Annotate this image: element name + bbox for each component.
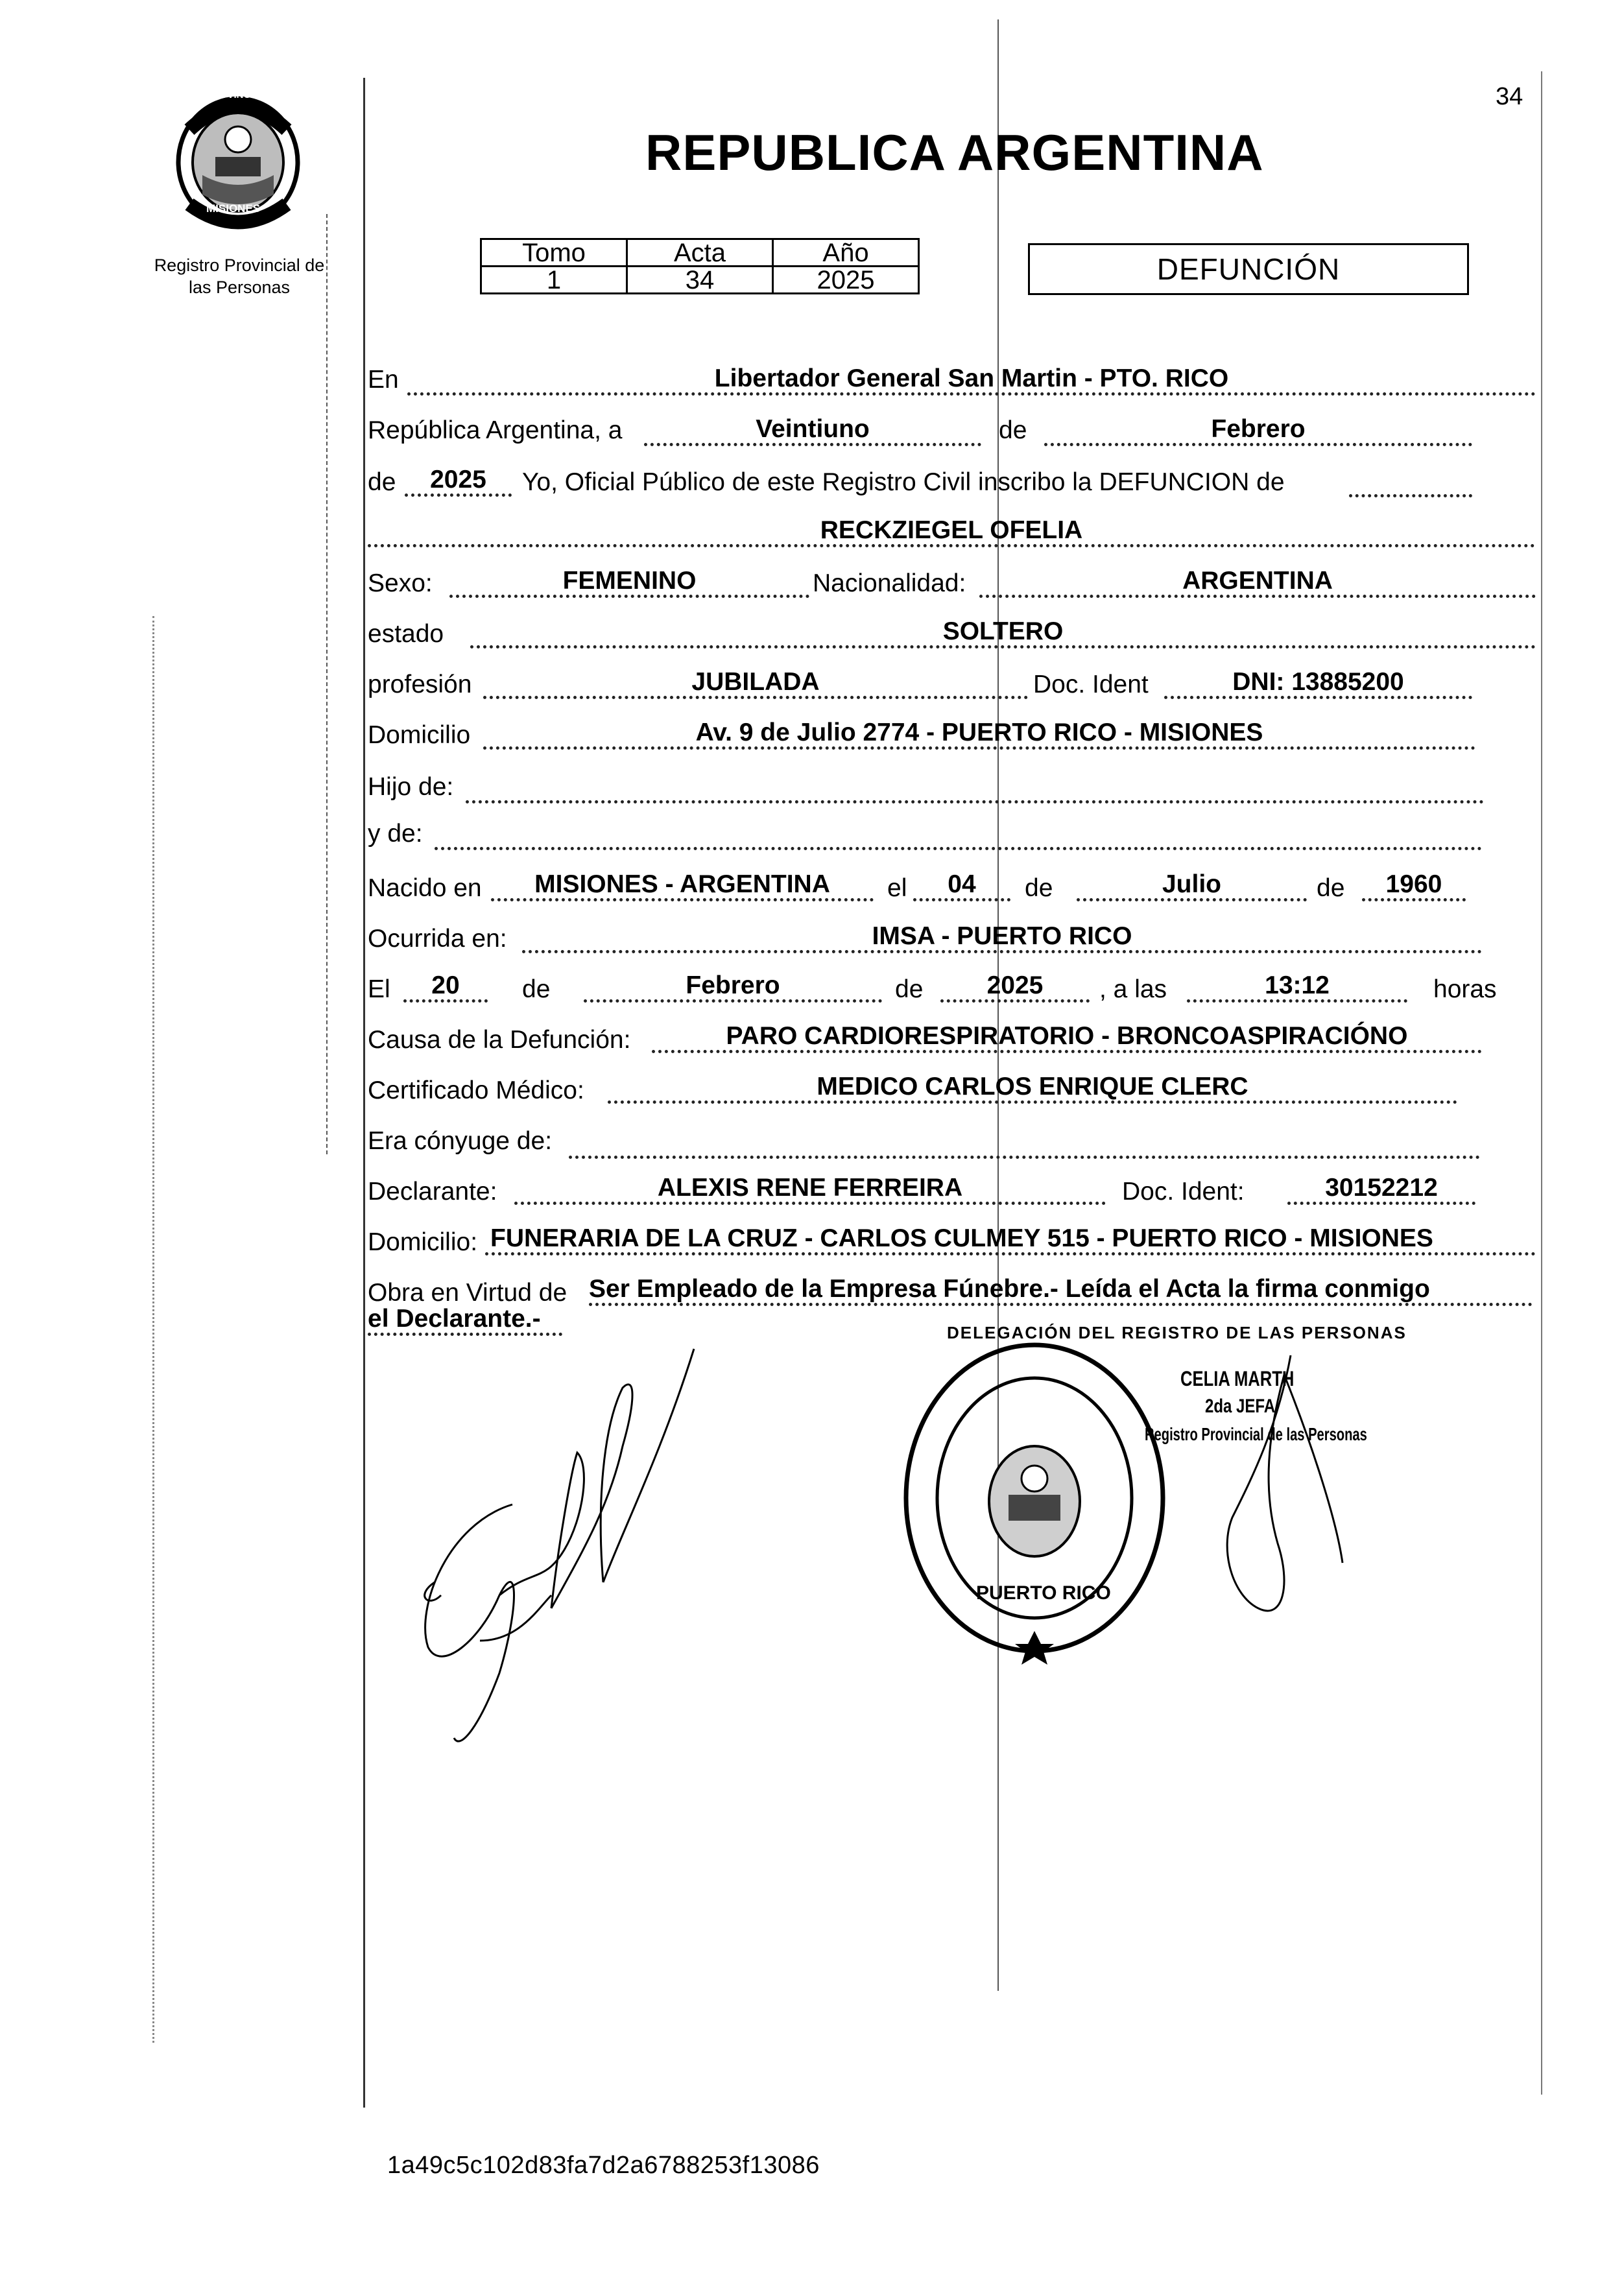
page-title: REPUBLICA ARGENTINA: [645, 124, 1264, 181]
statement-dotline: [1349, 494, 1472, 497]
estado-label: estado: [368, 620, 444, 648]
horas-label: horas: [1433, 975, 1497, 1003]
doc2-label: Doc. Ident:: [1122, 1178, 1245, 1206]
seal-text-bottom: MISIONES: [206, 202, 261, 215]
ref-header-acta: Acta: [627, 239, 773, 267]
month-value: Febrero: [1044, 414, 1472, 446]
de-label-5: de: [522, 975, 551, 1003]
death-year-value: 2025: [940, 970, 1090, 1003]
seal-text-top: PROVINCIA DE: [206, 89, 276, 101]
de-label-6: de: [895, 975, 924, 1003]
ref-header-tomo: Tomo: [481, 239, 627, 267]
ref-value-ano: 2025: [773, 267, 919, 294]
doc2-value: 30152212: [1287, 1172, 1475, 1205]
obra-label: Obra en Virtud de: [368, 1279, 567, 1307]
hijo-dotline: [466, 800, 1484, 803]
left-margin-line: [363, 78, 365, 2108]
nacido-label: Nacido en: [368, 874, 482, 902]
doc-value: DNI: 13885200: [1164, 667, 1472, 699]
stamp-center-text: PUERTO RICO: [976, 1582, 1111, 1604]
republic-label: República Argentina, a: [368, 416, 623, 444]
doc-label: Doc. Ident: [1033, 671, 1149, 698]
hijo-label: Hijo de:: [368, 773, 454, 801]
nacionalidad-value: ARGENTINA: [979, 565, 1536, 598]
record-reference-table: [480, 238, 920, 294]
center-fold-line: [997, 19, 999, 1991]
ref-value-tomo: 1: [481, 267, 627, 294]
place-value: Libertador General San Martin - PTO. RICO: [407, 363, 1536, 396]
causa-value: PARO CARDIORESPIRATORIO - BRONCOASPIRACIÓNO: [652, 1021, 1482, 1053]
causa-label: Causa de la Defunción:: [368, 1026, 631, 1054]
ref-value-acta: 34: [627, 267, 773, 294]
domicilio-label: Domicilio: [368, 721, 471, 749]
profesion-label: profesión: [368, 671, 472, 698]
de-label-1: de: [999, 416, 1027, 444]
certificado-value: MEDICO CARLOS ENRIQUE CLERC: [608, 1071, 1457, 1104]
birth-year-value: 1960: [1362, 869, 1466, 901]
deceased-name-value: RECKZIEGEL OFELIA: [368, 515, 1535, 547]
sexo-value: FEMENINO: [449, 565, 809, 598]
death-time-value: 13:12: [1187, 970, 1407, 1003]
officer-title: 2da JEFA: [1205, 1396, 1276, 1417]
profesion-value: JUBILADA: [483, 667, 1028, 699]
page-number: 34: [1496, 83, 1523, 110]
el-label: el: [887, 874, 907, 902]
statement-text: Yo, Oficial Público de este Registro Civil inscribo la DEFUNCION de: [522, 468, 1285, 496]
outer-left-dashes: [152, 616, 154, 2043]
officer-name: CELIA MARTH: [1180, 1367, 1295, 1390]
document-hash: 1a49c5c102d83fa7d2a6788253f13086: [387, 2152, 820, 2179]
de-label-2: de: [368, 468, 396, 496]
death-month-value: Febrero: [584, 970, 882, 1003]
officer-org: Registro Provincial de las Personas: [1145, 1424, 1367, 1444]
yde-label: y de:: [368, 820, 423, 848]
domicilio2-value: FUNERARIA DE LA CRUZ - CARLOS CULMEY 515 - PUERTO RICO - MISIONES: [485, 1223, 1536, 1255]
sexo-label: Sexo:: [368, 569, 433, 597]
seal-side-dashes: [326, 214, 328, 1154]
yde-dotline: [435, 847, 1482, 850]
obra-text-1: Ser Empleado de la Empresa Fúnebre.- Leída el Acta la firma conmigo: [589, 1274, 1533, 1306]
El-label: El: [368, 975, 390, 1003]
declarante-label: Declarante:: [368, 1178, 497, 1206]
en-label: En: [368, 366, 399, 394]
domicilio2-label: Domicilio:: [368, 1228, 478, 1256]
obra-text-2: el Declarante.-: [368, 1303, 562, 1336]
estado-value: SOLTERO: [470, 616, 1536, 648]
declarante-signature: [389, 1336, 843, 1790]
de-label-4: de: [1317, 874, 1345, 902]
record-type-box: [1028, 243, 1469, 295]
de-label-3: de: [1025, 874, 1053, 902]
birth-month-value: Julio: [1077, 869, 1307, 901]
stamp-ring-text: DELEGACIÓN DEL REGISTRO DE LAS PERSONAS: [947, 1323, 1407, 1342]
birth-day-value: 04: [913, 869, 1010, 901]
ocurrida-value: IMSA - PUERTO RICO: [522, 921, 1482, 953]
domicilio-value: Av. 9 de Julio 2774 - PUERTO RICO - MISIONES: [483, 717, 1475, 750]
nacionalidad-label: Nacionalidad:: [813, 569, 966, 597]
conyuge-label: Era cónyuge de:: [368, 1127, 553, 1155]
certificado-label: Certificado Médico:: [368, 1076, 584, 1104]
conyuge-dotline: [569, 1156, 1480, 1159]
nacido-value: MISIONES - ARGENTINA: [491, 869, 874, 901]
year-value: 2025: [405, 464, 512, 497]
officer-signature: [1193, 1349, 1362, 1621]
death-day-value: 20: [403, 970, 488, 1003]
ref-header-ano: Año: [773, 239, 919, 267]
declarante-value: ALEXIS RENE FERREIRA: [514, 1172, 1106, 1205]
alas-label: , a las: [1099, 975, 1167, 1003]
record-type: DEFUNCIÓN: [1156, 252, 1341, 286]
day-words-value: Veintiuno: [644, 414, 981, 446]
right-margin-line: [1541, 71, 1542, 2095]
registry-stamp-icon: [898, 1336, 1171, 1660]
ocurrida-label: Ocurrida en:: [368, 925, 507, 953]
seal-caption: Registro Provincial de las Personas: [154, 256, 325, 297]
